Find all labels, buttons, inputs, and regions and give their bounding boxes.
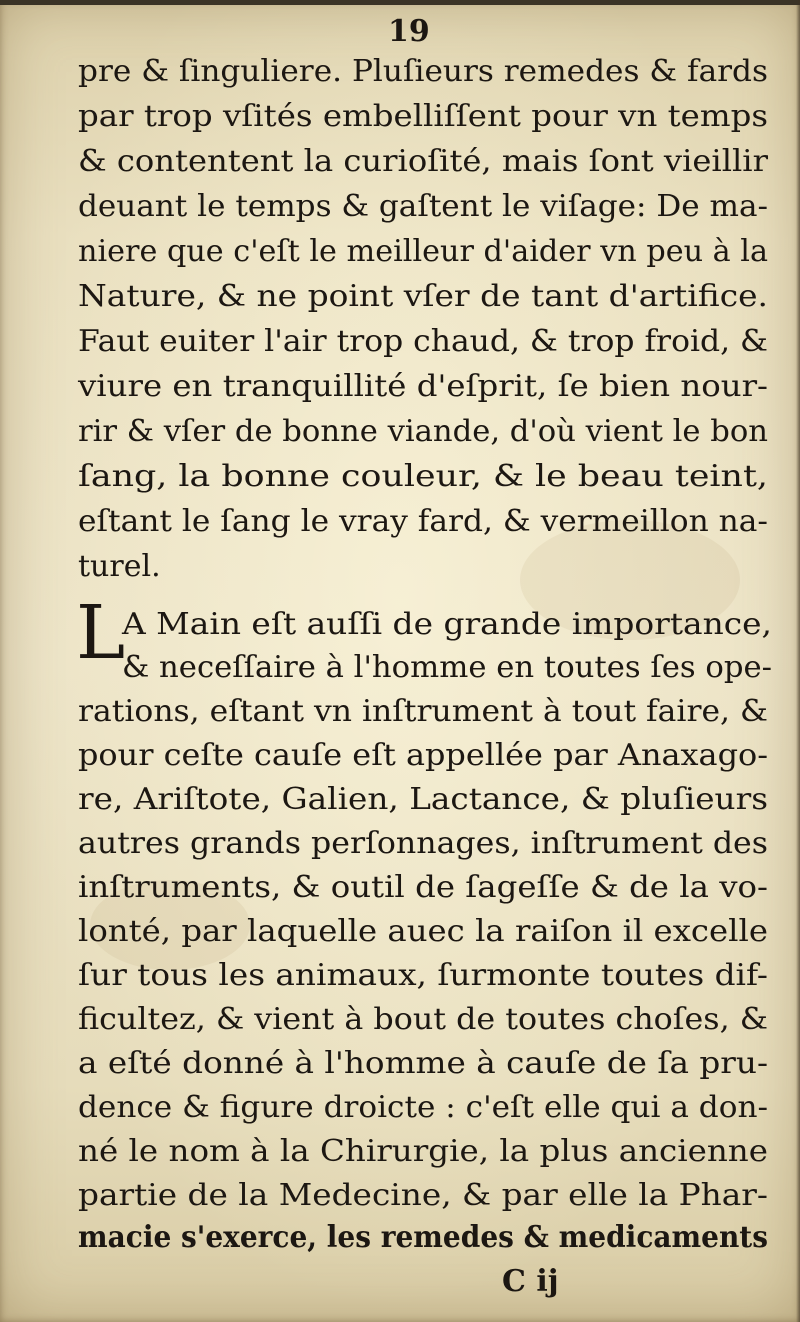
text-line: ſang, la bonne couleur, & le beau teint, xyxy=(78,459,768,494)
text-line: niere que c'eſt le meilleur d'aider vn peu à la xyxy=(78,234,769,269)
text-line: & contentent la curioſité, mais ſont vieillir xyxy=(78,144,768,179)
text-line: deuant le temps & gaſtent le viſage: De ma- xyxy=(78,189,768,224)
text-line: Nature, & ne point vſer de tant d'artifice. xyxy=(78,279,768,314)
text-line: autres grands perſonnages, inſtrument des xyxy=(78,826,769,861)
text-line: partie de la Medecine, & par elle la Phar- xyxy=(78,1178,768,1213)
text-line: dence & figure droicte : c'eſt elle qui a don- xyxy=(78,1090,768,1125)
text-line: ficultez, & vient à bout de toutes choſes, & xyxy=(78,1002,768,1037)
text-line: a eſté donné à l'homme à cauſe de ſa pru- xyxy=(78,1046,768,1081)
text-line: par trop vſités embelliſſent pour vn temps xyxy=(78,99,769,134)
text-line: Faut euiter l'air trop chaud, & trop froid, & xyxy=(78,324,768,359)
drop-cap: L xyxy=(76,590,126,676)
text-line: inſtruments, & outil de ſageſſe & de la vo- xyxy=(78,870,768,905)
text-line: turel. xyxy=(78,549,161,584)
text-line: rations, eſtant vn inſtrument à tout faire, & xyxy=(78,694,768,729)
text-line: A Main eſt auſſi de grande importance, xyxy=(122,607,772,642)
text-line: rir & vſer de bonne viande, d'où vient le bon xyxy=(78,414,768,449)
text-line: lonté, par laquelle auec la raiſon il excelle xyxy=(78,914,768,949)
page-number: 19 xyxy=(388,14,430,49)
page-right-edge xyxy=(796,0,800,1322)
text-line: macie s'exerce, les remedes & medicaments xyxy=(78,1220,768,1255)
text-line: viure en tranquillité d'eſprit, ſe bien nour- xyxy=(78,369,768,404)
text-line: eſtant le ſang le vray fard, & vermeillon na- xyxy=(78,504,768,539)
text-line: pre & ſinguliere. Pluſieurs remedes & fards xyxy=(78,54,768,89)
signature-mark: C ij xyxy=(502,1264,559,1299)
text-line: pour ceſte cauſe eſt appellée par Anaxago- xyxy=(78,738,768,773)
text-line: re, Ariſtote, Galien, Lactance, & pluſieurs xyxy=(78,782,768,817)
page-top-edge xyxy=(0,0,800,5)
text-line: né le nom à la Chirurgie, la plus ancienne xyxy=(78,1134,768,1169)
text-line: ſur tous les animaux, ſurmonte toutes dif- xyxy=(78,958,768,993)
text-line: & neceſſaire à l'homme en toutes ſes ope- xyxy=(122,650,772,685)
